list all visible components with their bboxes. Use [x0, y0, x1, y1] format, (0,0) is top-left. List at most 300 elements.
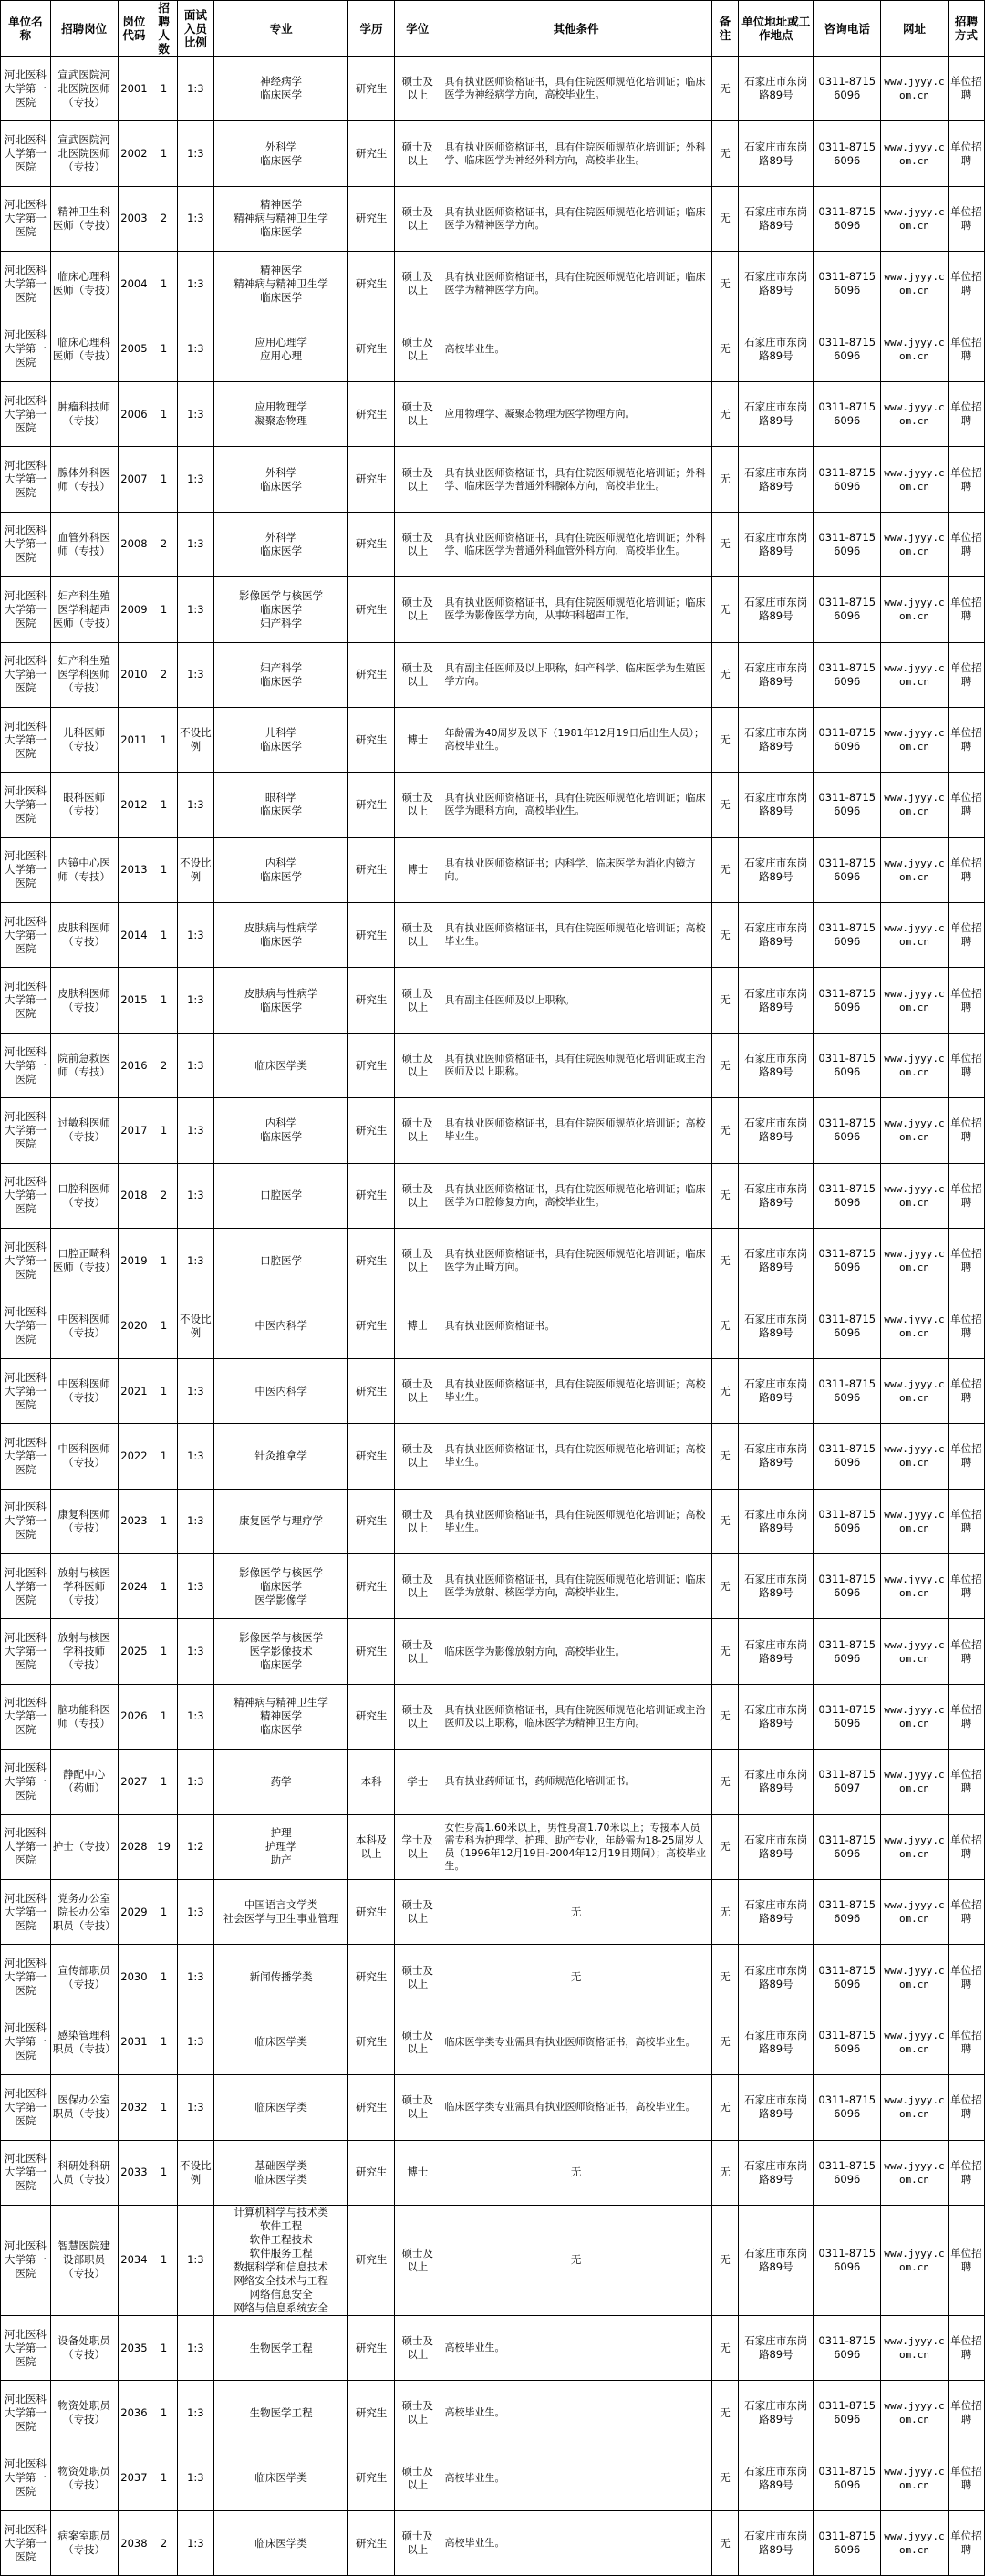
url-cell: www.jyyy.com.cn	[881, 2446, 949, 2510]
condition-cell: 具有执业医师资格证书，具有住院医师规范化培训证或主治医师及以上职称，临床医学为精神卫生方向。	[441, 1684, 711, 1749]
num-cell: 1	[150, 1879, 178, 1944]
major-cell: 精神医学 精神病与精神卫生学 临床医学	[213, 252, 348, 317]
address-cell: 石家庄市东岗路89号	[739, 317, 814, 381]
note-cell: 无	[711, 2140, 739, 2205]
num-cell: 1	[150, 1619, 178, 1684]
major-cell: 药学	[213, 1750, 348, 1814]
method-cell: 单位招聘	[948, 2381, 984, 2446]
header-cell-num: 招聘人数	[150, 1, 178, 57]
unit-cell: 河北医科大学第一医院	[1, 2381, 51, 2446]
address-cell: 石家庄市东岗路89号	[739, 512, 814, 576]
ratio-cell: 不设比例	[177, 2140, 213, 2205]
condition-cell: 具有执业医师资格证书。	[441, 1293, 711, 1358]
method-cell: 单位招聘	[948, 447, 984, 512]
method-cell: 单位招聘	[948, 186, 984, 251]
condition-cell: 高校毕业生。	[441, 2511, 711, 2576]
note-cell: 无	[711, 1424, 739, 1489]
post-cell: 内镜中心医师（专技）	[50, 837, 118, 902]
num-cell: 1	[150, 1424, 178, 1489]
edu-cell: 研究生	[348, 642, 395, 707]
table-row	[1, 1229, 985, 1293]
degree-cell: 硕士及以上	[394, 2205, 441, 2315]
phone-cell: 0311-87156096	[814, 1358, 881, 1423]
method-cell: 单位招聘	[948, 57, 984, 121]
table-row	[1, 2446, 985, 2510]
degree-cell: 博士	[394, 2140, 441, 2205]
major-cell: 影像医学与核医学 临床医学 医学影像学	[213, 1553, 348, 1618]
post-cell: 过敏科医师（专技）	[50, 1098, 118, 1163]
post-cell: 院前急救医师（专技）	[50, 1033, 118, 1097]
num-cell: 1	[150, 252, 178, 317]
post-cell: 物资处职员（专技）	[50, 2381, 118, 2446]
code-cell: 2006	[118, 381, 150, 446]
edu-cell: 研究生	[348, 186, 395, 251]
note-cell: 无	[711, 577, 739, 642]
edu-cell: 研究生	[348, 2511, 395, 2576]
table-row	[1, 2205, 985, 2315]
num-cell: 1	[150, 1684, 178, 1749]
edu-cell: 研究生	[348, 2315, 395, 2380]
condition-cell: 具有执业医师资格证书，具有住院医师规范化培训证；临床医学为精神医学方向。	[441, 252, 711, 317]
unit-cell: 河北医科大学第一医院	[1, 57, 51, 121]
num-cell: 1	[150, 2205, 178, 2315]
method-cell: 单位招聘	[948, 1684, 984, 1749]
num-cell: 1	[150, 837, 178, 902]
note-cell: 无	[711, 512, 739, 576]
condition-cell: 具有执业医师资格证书，具有住院医师规范化培训证；高校毕业生。	[441, 1424, 711, 1489]
major-cell: 精神医学 精神病与精神卫生学 临床医学	[213, 186, 348, 251]
post-cell: 放射与核医学科医师（专技）	[50, 1553, 118, 1618]
address-cell: 石家庄市东岗路89号	[739, 707, 814, 772]
num-cell: 19	[150, 1814, 178, 1879]
method-cell: 单位招聘	[948, 121, 984, 186]
url-cell: www.jyyy.com.cn	[881, 2075, 949, 2140]
unit-cell: 河北医科大学第一医院	[1, 1358, 51, 1423]
note-cell: 无	[711, 1358, 739, 1423]
edu-cell: 研究生	[348, 317, 395, 381]
unit-cell: 河北医科大学第一医院	[1, 512, 51, 576]
address-cell: 石家庄市东岗路89号	[739, 1619, 814, 1684]
degree-cell: 硕士及以上	[394, 57, 441, 121]
degree-cell: 硕士及以上	[394, 121, 441, 186]
url-cell: www.jyyy.com.cn	[881, 2010, 949, 2074]
ratio-cell: 1:3	[177, 121, 213, 186]
ratio-cell: 1:3	[177, 1553, 213, 1618]
address-cell: 石家庄市东岗路89号	[739, 1358, 814, 1423]
condition-cell: 应用物理学、凝聚态物理为医学物理方向。	[441, 381, 711, 446]
table-row	[1, 1358, 985, 1423]
method-cell: 单位招聘	[948, 837, 984, 902]
url-cell: www.jyyy.com.cn	[881, 837, 949, 902]
ratio-cell: 1:3	[177, 1424, 213, 1489]
address-cell: 石家庄市东岗路89号	[739, 1750, 814, 1814]
ratio-cell: 1:3	[177, 1489, 213, 1553]
table-row	[1, 968, 985, 1033]
url-cell: www.jyyy.com.cn	[881, 1358, 949, 1423]
code-cell: 2033	[118, 2140, 150, 2205]
post-cell: 物资处职员（专技）	[50, 2446, 118, 2510]
address-cell: 石家庄市东岗路89号	[739, 2205, 814, 2315]
address-cell: 石家庄市东岗路89号	[739, 57, 814, 121]
ratio-cell: 不设比例	[177, 837, 213, 902]
degree-cell: 硕士及以上	[394, 1619, 441, 1684]
address-cell: 石家庄市东岗路89号	[739, 121, 814, 186]
ratio-cell: 1:3	[177, 57, 213, 121]
major-cell: 护理 护理学 助产	[213, 1814, 348, 1879]
major-cell: 生物医学工程	[213, 2315, 348, 2380]
post-cell: 血管外科医师（专技）	[50, 512, 118, 576]
table-row	[1, 186, 985, 251]
num-cell: 1	[150, 1750, 178, 1814]
degree-cell: 硕士及以上	[394, 2381, 441, 2446]
phone-cell: 0311-87156096	[814, 2446, 881, 2510]
header-cell-url: 网址	[881, 1, 949, 57]
num-cell: 1	[150, 773, 178, 837]
phone-cell: 0311-87156096	[814, 381, 881, 446]
method-cell: 单位招聘	[948, 2511, 984, 2576]
num-cell: 2	[150, 642, 178, 707]
method-cell: 单位招聘	[948, 512, 984, 576]
phone-cell: 0311-87156096	[814, 1293, 881, 1358]
num-cell: 1	[150, 1293, 178, 1358]
code-cell: 2001	[118, 57, 150, 121]
major-cell: 生物医学工程	[213, 2381, 348, 2446]
major-cell: 皮肤病与性病学 临床医学	[213, 903, 348, 968]
address-cell: 石家庄市东岗路89号	[739, 1163, 814, 1228]
post-cell: 科研处科研人员（专技）	[50, 2140, 118, 2205]
major-cell: 皮肤病与性病学 临床医学	[213, 968, 348, 1033]
post-cell: 康复科医师（专技）	[50, 1489, 118, 1553]
num-cell: 1	[150, 1098, 178, 1163]
url-cell: www.jyyy.com.cn	[881, 186, 949, 251]
condition-cell: 具有执业医师资格证书，具有住院医师规范化培训证；临床医学为正畸方向。	[441, 1229, 711, 1293]
code-cell: 2017	[118, 1098, 150, 1163]
ratio-cell: 1:3	[177, 1098, 213, 1163]
phone-cell: 0311-87156097	[814, 1750, 881, 1814]
phone-cell: 0311-87156096	[814, 968, 881, 1033]
address-cell: 石家庄市东岗路89号	[739, 1945, 814, 2010]
unit-cell: 河北医科大学第一医院	[1, 837, 51, 902]
num-cell: 2	[150, 2511, 178, 2576]
num-cell: 1	[150, 903, 178, 968]
unit-cell: 河北医科大学第一医院	[1, 1619, 51, 1684]
ratio-cell: 1:3	[177, 447, 213, 512]
ratio-cell: 1:3	[177, 186, 213, 251]
table-row	[1, 903, 985, 968]
phone-cell: 0311-87156096	[814, 2511, 881, 2576]
method-cell: 单位招聘	[948, 2315, 984, 2380]
major-cell: 临床医学类	[213, 2446, 348, 2510]
post-cell: 口腔正畸科医师（专技）	[50, 1229, 118, 1293]
phone-cell: 0311-87156096	[814, 1098, 881, 1163]
unit-cell: 河北医科大学第一医院	[1, 968, 51, 1033]
major-cell: 内科学 临床医学	[213, 837, 348, 902]
method-cell: 单位招聘	[948, 1358, 984, 1423]
unit-cell: 河北医科大学第一医院	[1, 1814, 51, 1879]
phone-cell: 0311-87156096	[814, 1424, 881, 1489]
note-cell: 无	[711, 837, 739, 902]
degree-cell: 硕士及以上	[394, 186, 441, 251]
condition-cell: 具有执业医师资格证书，具有住院医师规范化培训证；临床医学为放射、核医学方向，高校毕业生。	[441, 1553, 711, 1618]
table-row	[1, 1619, 985, 1684]
post-cell: 脑功能科医师（专技）	[50, 1684, 118, 1749]
edu-cell: 研究生	[348, 2381, 395, 2446]
phone-cell: 0311-87156096	[814, 252, 881, 317]
unit-cell: 河北医科大学第一医院	[1, 2075, 51, 2140]
phone-cell: 0311-87156096	[814, 2205, 881, 2315]
post-cell: 眼科医师（专技）	[50, 773, 118, 837]
table-row	[1, 447, 985, 512]
post-cell: 宣传部职员（专技）	[50, 1945, 118, 2010]
degree-cell: 硕士及以上	[394, 2315, 441, 2380]
code-cell: 2011	[118, 707, 150, 772]
ratio-cell: 1:3	[177, 2315, 213, 2380]
url-cell: www.jyyy.com.cn	[881, 2315, 949, 2380]
phone-cell: 0311-87156096	[814, 707, 881, 772]
unit-cell: 河北医科大学第一医院	[1, 1033, 51, 1097]
table-row	[1, 1163, 985, 1228]
major-cell: 计算机科学与技术类 软件工程 软件工程技术 软件服务工程 数据科学和信息技术 网络安全技术与工程 网络信息安全 网络与信息系统安全	[213, 2205, 348, 2315]
edu-cell: 本科	[348, 1750, 395, 1814]
header-cell-post: 招聘岗位	[50, 1, 118, 57]
address-cell: 石家庄市东岗路89号	[739, 1879, 814, 1944]
num-cell: 1	[150, 2140, 178, 2205]
code-cell: 2034	[118, 2205, 150, 2315]
url-cell: www.jyyy.com.cn	[881, 707, 949, 772]
url-cell: www.jyyy.com.cn	[881, 1553, 949, 1618]
table-row	[1, 707, 985, 772]
ratio-cell: 1:3	[177, 2075, 213, 2140]
num-cell: 1	[150, 1229, 178, 1293]
edu-cell: 研究生	[348, 121, 395, 186]
method-cell: 单位招聘	[948, 1293, 984, 1358]
address-cell: 石家庄市东岗路89号	[739, 1293, 814, 1358]
unit-cell: 河北医科大学第一医院	[1, 1684, 51, 1749]
url-cell: www.jyyy.com.cn	[881, 1814, 949, 1879]
condition-cell: 高校毕业生。	[441, 2315, 711, 2380]
num-cell: 1	[150, 317, 178, 381]
phone-cell: 0311-87156096	[814, 1553, 881, 1618]
header-cell-addr: 单位地址或工作地点	[739, 1, 814, 57]
header-cell-ratio: 面试入员比例	[177, 1, 213, 57]
method-cell: 单位招聘	[948, 1229, 984, 1293]
unit-cell: 河北医科大学第一医院	[1, 252, 51, 317]
address-cell: 石家庄市东岗路89号	[739, 577, 814, 642]
url-cell: www.jyyy.com.cn	[881, 512, 949, 576]
num-cell: 1	[150, 121, 178, 186]
code-cell: 2016	[118, 1033, 150, 1097]
unit-cell: 河北医科大学第一医院	[1, 121, 51, 186]
address-cell: 石家庄市东岗路89号	[739, 642, 814, 707]
major-cell: 中医内科学	[213, 1293, 348, 1358]
edu-cell: 研究生	[348, 773, 395, 837]
header-row	[1, 1, 985, 57]
edu-cell: 研究生	[348, 512, 395, 576]
address-cell: 石家庄市东岗路89号	[739, 2140, 814, 2205]
url-cell: www.jyyy.com.cn	[881, 317, 949, 381]
url-cell: www.jyyy.com.cn	[881, 2511, 949, 2576]
num-cell: 1	[150, 577, 178, 642]
method-cell: 单位招聘	[948, 2205, 984, 2315]
unit-cell: 河北医科大学第一医院	[1, 2205, 51, 2315]
condition-cell: 具有执业医师资格证书，具有住院医师规范化培训证；临床医学为口腔修复方向，高校毕业生。	[441, 1163, 711, 1228]
code-cell: 2022	[118, 1424, 150, 1489]
code-cell: 2015	[118, 968, 150, 1033]
address-cell: 石家庄市东岗路89号	[739, 1684, 814, 1749]
major-cell: 外科学 临床医学	[213, 512, 348, 576]
major-cell: 应用物理学 凝聚态物理	[213, 381, 348, 446]
num-cell: 1	[150, 1553, 178, 1618]
unit-cell: 河北医科大学第一医院	[1, 2511, 51, 2576]
unit-cell: 河北医科大学第一医院	[1, 1293, 51, 1358]
post-cell: 感染管理科职员（专技）	[50, 2010, 118, 2074]
address-cell: 石家庄市东岗路89号	[739, 1229, 814, 1293]
edu-cell: 研究生	[348, 252, 395, 317]
major-cell: 中医内科学	[213, 1358, 348, 1423]
condition-cell: 临床医学为影像放射方向，高校毕业生。	[441, 1619, 711, 1684]
phone-cell: 0311-87156096	[814, 186, 881, 251]
header-cell-phone: 咨询电话	[814, 1, 881, 57]
unit-cell: 河北医科大学第一医院	[1, 2315, 51, 2380]
ratio-cell: 1:3	[177, 2010, 213, 2074]
table-row	[1, 773, 985, 837]
major-cell: 应用心理学 应用心理	[213, 317, 348, 381]
table-row	[1, 252, 985, 317]
code-cell: 2019	[118, 1229, 150, 1293]
note-cell: 无	[711, 642, 739, 707]
note-cell: 无	[711, 1619, 739, 1684]
condition-cell: 无	[441, 1945, 711, 2010]
ratio-cell: 1:3	[177, 1033, 213, 1097]
ratio-cell: 1:3	[177, 577, 213, 642]
degree-cell: 硕士及以上	[394, 1098, 441, 1163]
post-cell: 临床心理科医师（专技）	[50, 317, 118, 381]
table-body	[1, 57, 985, 2576]
edu-cell: 研究生	[348, 1229, 395, 1293]
ratio-cell: 不设比例	[177, 707, 213, 772]
note-cell: 无	[711, 2205, 739, 2315]
ratio-cell: 1:3	[177, 1358, 213, 1423]
code-cell: 2035	[118, 2315, 150, 2380]
unit-cell: 河北医科大学第一医院	[1, 1879, 51, 1944]
post-cell: 妇产科生殖医学科超声医师（专技）	[50, 577, 118, 642]
method-cell: 单位招聘	[948, 707, 984, 772]
address-cell: 石家庄市东岗路89号	[739, 968, 814, 1033]
num-cell: 2	[150, 186, 178, 251]
num-cell: 1	[150, 381, 178, 446]
code-cell: 2032	[118, 2075, 150, 2140]
edu-cell: 本科及以上	[348, 1814, 395, 1879]
method-cell: 单位招聘	[948, 1879, 984, 1944]
ratio-cell: 1:3	[177, 773, 213, 837]
table-row	[1, 2381, 985, 2446]
unit-cell: 河北医科大学第一医院	[1, 903, 51, 968]
code-cell: 2030	[118, 1945, 150, 2010]
url-cell: www.jyyy.com.cn	[881, 1424, 949, 1489]
degree-cell: 硕士及以上	[394, 1489, 441, 1553]
phone-cell: 0311-87156096	[814, 1814, 881, 1879]
ratio-cell: 1:3	[177, 2205, 213, 2315]
unit-cell: 河北医科大学第一医院	[1, 317, 51, 381]
unit-cell: 河北医科大学第一医院	[1, 642, 51, 707]
address-cell: 石家庄市东岗路89号	[739, 2010, 814, 2074]
post-cell: 设备处职员（专技）	[50, 2315, 118, 2380]
post-cell: 精神卫生科医师（专技）	[50, 186, 118, 251]
edu-cell: 研究生	[348, 1424, 395, 1489]
method-cell: 单位招聘	[948, 317, 984, 381]
url-cell: www.jyyy.com.cn	[881, 1619, 949, 1684]
note-cell: 无	[711, 317, 739, 381]
note-cell: 无	[711, 1684, 739, 1749]
edu-cell: 研究生	[348, 837, 395, 902]
code-cell: 2023	[118, 1489, 150, 1553]
ratio-cell: 1:3	[177, 512, 213, 576]
degree-cell: 博士	[394, 707, 441, 772]
note-cell: 无	[711, 2075, 739, 2140]
post-cell: 宣武医院河北医院医师（专技）	[50, 121, 118, 186]
table-row	[1, 642, 985, 707]
num-cell: 2	[150, 512, 178, 576]
condition-cell: 具有执业医师资格证书，具有住院医师规范化培训证；外科学、临床医学为神经外科方向，高校毕业生。	[441, 121, 711, 186]
num-cell: 1	[150, 1358, 178, 1423]
num-cell: 2	[150, 1033, 178, 1097]
post-cell: 肿瘤科技师（专技）	[50, 381, 118, 446]
url-cell: www.jyyy.com.cn	[881, 968, 949, 1033]
degree-cell: 学士	[394, 1750, 441, 1814]
url-cell: www.jyyy.com.cn	[881, 381, 949, 446]
post-cell: 皮肤科医师（专技）	[50, 903, 118, 968]
degree-cell: 硕士及以上	[394, 903, 441, 968]
note-cell: 无	[711, 2315, 739, 2380]
table-row	[1, 577, 985, 642]
note-cell: 无	[711, 1945, 739, 2010]
unit-cell: 河北医科大学第一医院	[1, 186, 51, 251]
phone-cell: 0311-87156096	[814, 1684, 881, 1749]
major-cell: 内科学 临床医学	[213, 1098, 348, 1163]
method-cell: 单位招聘	[948, 1619, 984, 1684]
degree-cell: 硕士及以上	[394, 381, 441, 446]
ratio-cell: 1:3	[177, 317, 213, 381]
code-cell: 2026	[118, 1684, 150, 1749]
url-cell: www.jyyy.com.cn	[881, 57, 949, 121]
address-cell: 石家庄市东岗路89号	[739, 1814, 814, 1879]
post-cell: 护士（专技）	[50, 1814, 118, 1879]
condition-cell: 具有执业医师资格证书，具有住院医师规范化培训证；临床医学为神经病学方向，高校毕业生。	[441, 57, 711, 121]
edu-cell: 研究生	[348, 707, 395, 772]
condition-cell: 临床医学类专业需具有执业医师资格证书，高校毕业生。	[441, 2075, 711, 2140]
table-row	[1, 2010, 985, 2074]
table-row	[1, 1814, 985, 1879]
condition-cell: 无	[441, 2140, 711, 2205]
major-cell: 外科学 临床医学	[213, 447, 348, 512]
address-cell: 石家庄市东岗路89号	[739, 2075, 814, 2140]
major-cell: 儿科学 临床医学	[213, 707, 348, 772]
major-cell: 影像医学与核医学 临床医学 妇产科学	[213, 577, 348, 642]
address-cell: 石家庄市东岗路89号	[739, 1553, 814, 1618]
num-cell: 1	[150, 2075, 178, 2140]
address-cell: 石家庄市东岗路89号	[739, 837, 814, 902]
unit-cell: 河北医科大学第一医院	[1, 1553, 51, 1618]
address-cell: 石家庄市东岗路89号	[739, 2511, 814, 2576]
code-cell: 2038	[118, 2511, 150, 2576]
note-cell: 无	[711, 1033, 739, 1097]
code-cell: 2037	[118, 2446, 150, 2510]
num-cell: 1	[150, 57, 178, 121]
address-cell: 石家庄市东岗路89号	[739, 1033, 814, 1097]
degree-cell: 硕士及以上	[394, 2075, 441, 2140]
phone-cell: 0311-87156096	[814, 1619, 881, 1684]
phone-cell: 0311-87156096	[814, 2140, 881, 2205]
